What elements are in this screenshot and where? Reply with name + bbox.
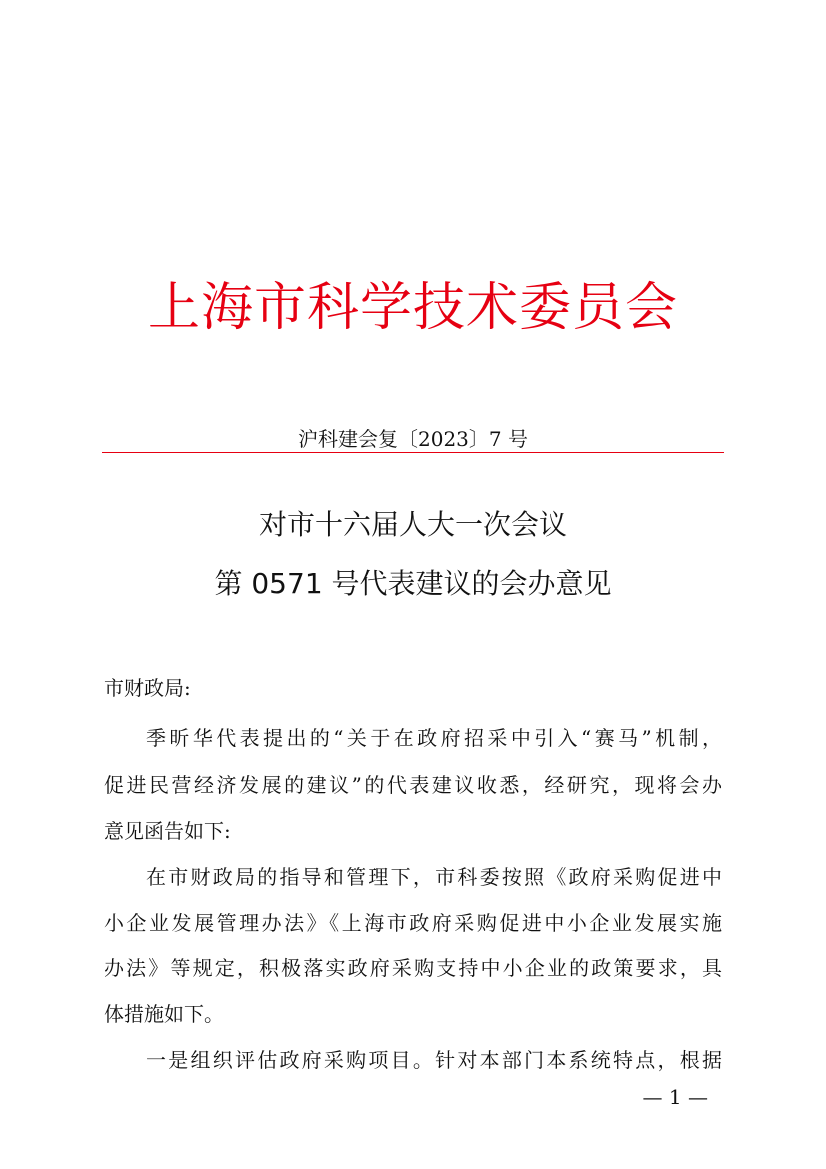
document-number: 沪科建会复〔2023〕7 号 [298,427,528,451]
letterhead-org-name: 上海市科学技术委员会 [147,278,678,338]
body-line: 促进民营经济发展的建议”的代表建议收悉，经研究，现将会办 [104,773,722,797]
document-title-line-2: 第 0571 号代表建议的会办意见 [214,567,612,600]
body-line: 在市财政局的指导和管理下，市科委按照《政府采购促进中 [146,865,722,889]
letterhead-red-rule [102,452,724,453]
body-line: 意见函告如下: [104,819,231,843]
addressee: 市财政局: [104,676,191,700]
body-line: 小企业发展管理办法》《上海市政府采购促进中小企业发展实施 [104,911,722,935]
body-line: 一是组织评估政府采购项目。针对本部门本系统特点，根据 [146,1048,722,1072]
body-line: 办法》等规定，积极落实政府采购支持中小企业的政策要求，具 [104,956,722,980]
body-line: 季昕华代表提出的“关于在政府招采中引入“赛马”机制， [146,726,722,750]
page-number: — 1 — [642,1085,708,1109]
body-line: 体措施如下。 [104,1002,224,1026]
document-title-line-1: 对市十六届人大一次会议 [258,508,567,541]
